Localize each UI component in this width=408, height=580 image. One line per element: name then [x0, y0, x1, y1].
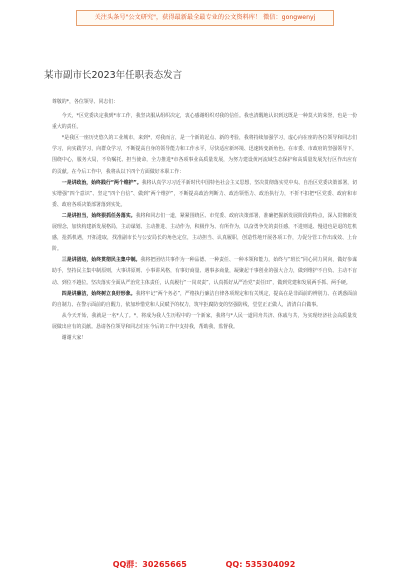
salutation: 尊敬的*，各位领导、同志们： — [52, 99, 119, 105]
document-title: 某市副市长2023年任职表态发言 — [44, 70, 183, 81]
paragraph — [52, 289, 357, 311]
paragraph — [52, 178, 357, 211]
qq-group: QQ群：30265665 — [112, 560, 187, 569]
paragraph-text: 我将和同志们一道，紧紧围绕区、市党委、政府决策部署，准确把握新发展阶段的特点，深入贯彻新发展理念，加快构建新发展格局，主动谋划、主动推进、主动作为，积极作为、有所作为，以奋勇争先的责任感，不进则退、慢进也是退的危机感，抢抓机遇，开拓进取，找准副市长与公安局长的角色定位，主动担当、认真履职，创造性地开展各项工作，力促分管工作出成效、上台阶。 — [52, 212, 357, 253]
paragraph — [52, 311, 357, 333]
paragraph — [52, 211, 357, 255]
qq-number: QQ: 535304092 — [225, 560, 296, 569]
paragraph-text: 我将把团结共事作为一种品德、一种责任、一种本领和能力，始终与“班长”同心同力同向，做好参谋助手，坚持民主集中制原则，大事讲原则、小事讲风格，有事好商量、遇事多商量，凝聚起干事创业的强大合力，做到维护不自负、主动不盲动、到位不越位。坚决落实全面从严治党主体责任，认真履行“一岗双责”，认真抓好从严治党“责任田”，做到党建和发展两手抓、两手硬。 — [52, 257, 357, 286]
paragraph-text: 今天，*区党委决定我到*市工作，我坚决服从组织决定，衷心感谢组织对我的信任。我也清醒地认识到这既是一种莫大的荣誉，也是一份重大的责任。 — [52, 113, 357, 131]
paragraph-text: *是我区一座历史悠久的工业城市，来到*，对我而言，是一个新的起点、新的考验，我将持续加强学习，虚心向在座的各位领导和同志们学习，向实践学习，向群众学习，不断提高自身的领导能力和工作水平，尽快适应新环境、迅速转变新角色。在市委、市政府的坚强领导下，围绕中心，服务大局，不负嘱托、担当使命，全力推进*市各项事业高质量发展，为努力建设黄河流域生态保护和高质量发展先行区作出应有的贡献。在今后工作中，我将从以下四个方面做好本职工作： — [52, 135, 357, 175]
paragraph-lead: 二是讲担当，始终狠抓任务落实。 — [61, 212, 136, 219]
closing — [52, 333, 357, 344]
paragraph-lead: 三是讲团结，始终贯彻民主集中制。 — [61, 257, 141, 264]
paragraph-text: 我将认真学习习近平新时代中国特色社会主义思想，坚决贯彻落实党中央、自治区党委决策部署，切实增强“四个意识”、坚定“四个自信”、做到“两个维护”，不断提高政治判断力、政治领悟力、政治执行力，不折不扣把*区党委、政府和市委、政府各项决策部署落到实处。 — [52, 179, 357, 208]
promo-banner: 关注头条号"公文研究"，获得最新最全最专业的公文资料库！ 微信：gongwenyj — [76, 10, 334, 26]
paragraph-text: 从今天开始，我就是一名*人了。*，将成为我人生历程中的一个新家，我将与*人民一道同舟共济、休戚与共，为实现经济社会高质量发展做出应有的贡献。恳请各位领导和同志们在今后的工作中支持我，帮助我，监督我。 — [52, 312, 357, 330]
paragraph-text: 谢谢大家！ — [61, 334, 87, 341]
paragraph — [52, 111, 357, 133]
contact-footer — [0, 559, 408, 570]
paragraph — [52, 255, 357, 288]
paragraph-lead: 一是讲政治，始终践行“两个维护”。 — [61, 179, 142, 186]
document-body — [52, 97, 357, 552]
paragraph-text: 我将牢记“两个务必”，严格执行廉洁自律各项规定和有关规定，提高在是非面前的辨别力、在诱惑面前的自制力、在警示面前的自醒力，依加珍惜党和人民赋予的权力，筑牢拒腐防变的坚强防线，堂堂正正做人，清清白白做事。 — [52, 290, 357, 308]
paragraph — [52, 133, 357, 177]
paragraph-lead: 四是讲廉洁，始终树立良好形象。 — [61, 290, 136, 297]
